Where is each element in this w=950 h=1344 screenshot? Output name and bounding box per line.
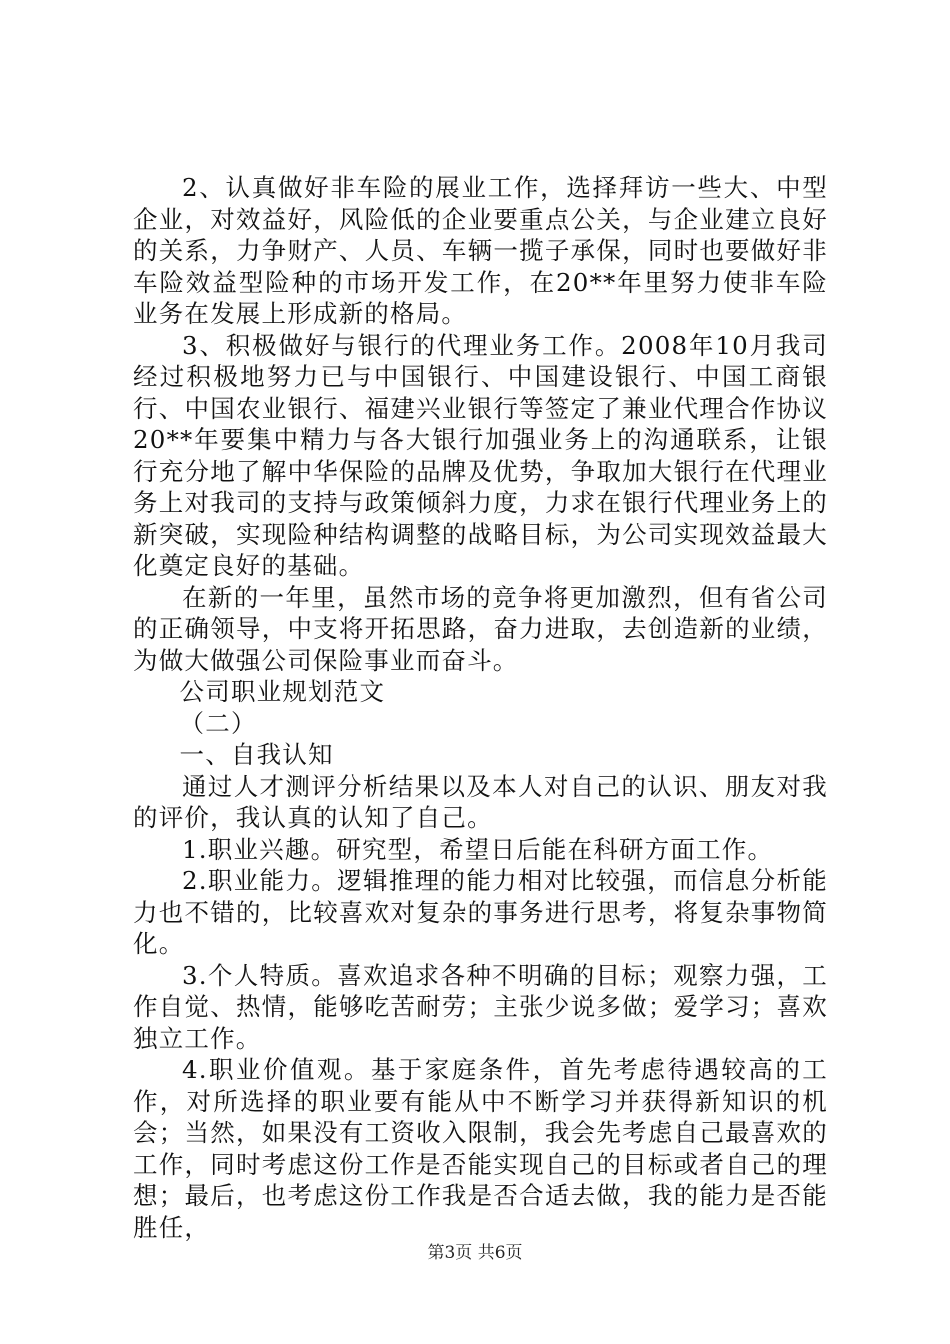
heading-self-awareness: 一、自我认知 [179, 740, 334, 769]
list-item-career-ability: 2.职业能力。逻辑推理的能力相对比较强，而信息分析能力也不错的，比较喜欢对复杂的事务进行思考，将复杂事物简化。 [133, 866, 828, 958]
list-item-personal-traits: 3.个人特质。喜欢追求各种不明确的目标；观察力强，工作自觉、热情，能够吃苦耐劳；主张少说多做；爱学习；喜欢独立工作。 [133, 960, 828, 1053]
list-item-career-values: 4.职业价值观。基于家庭条件，首先考虑待遇较高的工作，对所选择的职业要有能从中不断学习并获得新知识的机会；当然，如果没有工资收入限制，我会先考虑自己最喜欢的工作，同时考虑这份工作是否能实现自己的目标或者自己的理想；最后，也考虑这份工作我是否合适去做，我的能力是否能胜任， [133, 1055, 828, 1242]
paragraph-non-auto-insurance: 2、认真做好非车险的展业工作，选择拜访一些大、中型企业，对效益好，风险低的企业要重点公关，与企业建立良好的关系，力争财产、人员、车辆一揽子承保，同时也要做好非车险效益型险种的市场开发工作，在20**年里努力使非车险业务在发展上形成新的格局。 [133, 173, 828, 328]
paragraph-bank-agency: 3、积极做好与银行的代理业务工作。2008年10月我司经过积极地努力已与中国银行、中国建设银行、中国工商银行、中国农业银行、福建兴业银行等签定了兼业代理合作协议20**年要集中精力与各大银行加强业务上的沟通联系，让银行充分地了解中华保险的品牌及优势，争取加大银行在代理业务上对我司的支持与政策倾斜力度，力求在银行代理业务上的新突破，实现险种结构调整的战略目标，为公司实现效益最大化奠定良好的基础。 [133, 330, 828, 580]
section-title: 公司职业规划范文 [179, 677, 386, 706]
document-body [133, 172, 828, 1243]
list-item-career-interest: 1.职业兴趣。研究型，希望日后能在科研方面工作。 [182, 834, 774, 864]
paragraph-self-assessment: 通过人才测评分析结果以及本人对自己的认识、朋友对我的评价，我认真的认知了自己。 [133, 771, 828, 832]
page-footer: 第3页 共6页 [427, 1243, 523, 1263]
paragraph-new-year: 在新的一年里，虽然市场的竞争将更加激烈，但有省公司的正确领导，中支将开拓思路，奋力进取，去创造新的业绩，为做大做强公司保险事业而奋斗。 [133, 582, 828, 675]
section-number: （二） [179, 708, 257, 738]
